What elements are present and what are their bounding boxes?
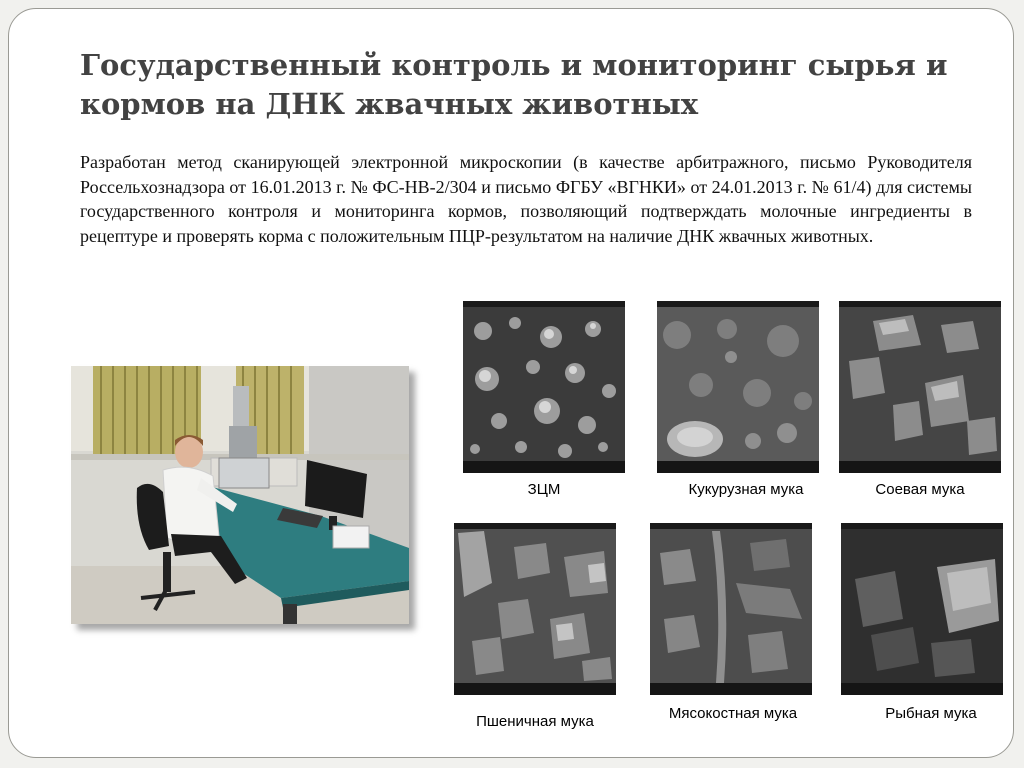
body-paragraph: Разработан метод сканирующей электронной микроскопии (в качестве арбитражного, письмо Руководителя Россельхознадзора от 16.01.2013 г. № ФС-НВ-2/304 и письмо ФГБУ «ВГНКИ» от 24.01.2013 г. № 61/4) для системы государственного контроля и мониторинга кормов, позволяющий подтверждать молочные ингредиенты в рецептуре и проверять корма с положительным ПЦР-результатом на наличие ДНК жвачных животных.	[80, 152, 972, 246]
caption-wheat-flour: Пшеничная мука	[476, 713, 594, 730]
lab-photo	[71, 366, 409, 624]
slide-title: Государственный контроль и мониторинг сырья и кормов на ДНК жвачных животных	[80, 48, 948, 121]
sem-image-soy-flour	[839, 301, 1001, 473]
caption-soy-flour: Соевая мука	[875, 481, 965, 498]
caption-corn-flour: Кукурузная мука	[688, 481, 804, 498]
sem-image-fish-meal	[841, 523, 1003, 695]
caption-meat-bone-meal: Мясокостная мука	[668, 705, 798, 722]
sem-image-meat-bone-meal	[650, 523, 812, 695]
caption-zcm: ЗЦМ	[527, 481, 561, 498]
sem-image-wheat-flour	[454, 523, 616, 695]
sem-image-corn-flour	[657, 301, 819, 473]
caption-fish-meal: Рыбная мука	[885, 705, 977, 722]
sem-image-zcm	[463, 301, 625, 473]
